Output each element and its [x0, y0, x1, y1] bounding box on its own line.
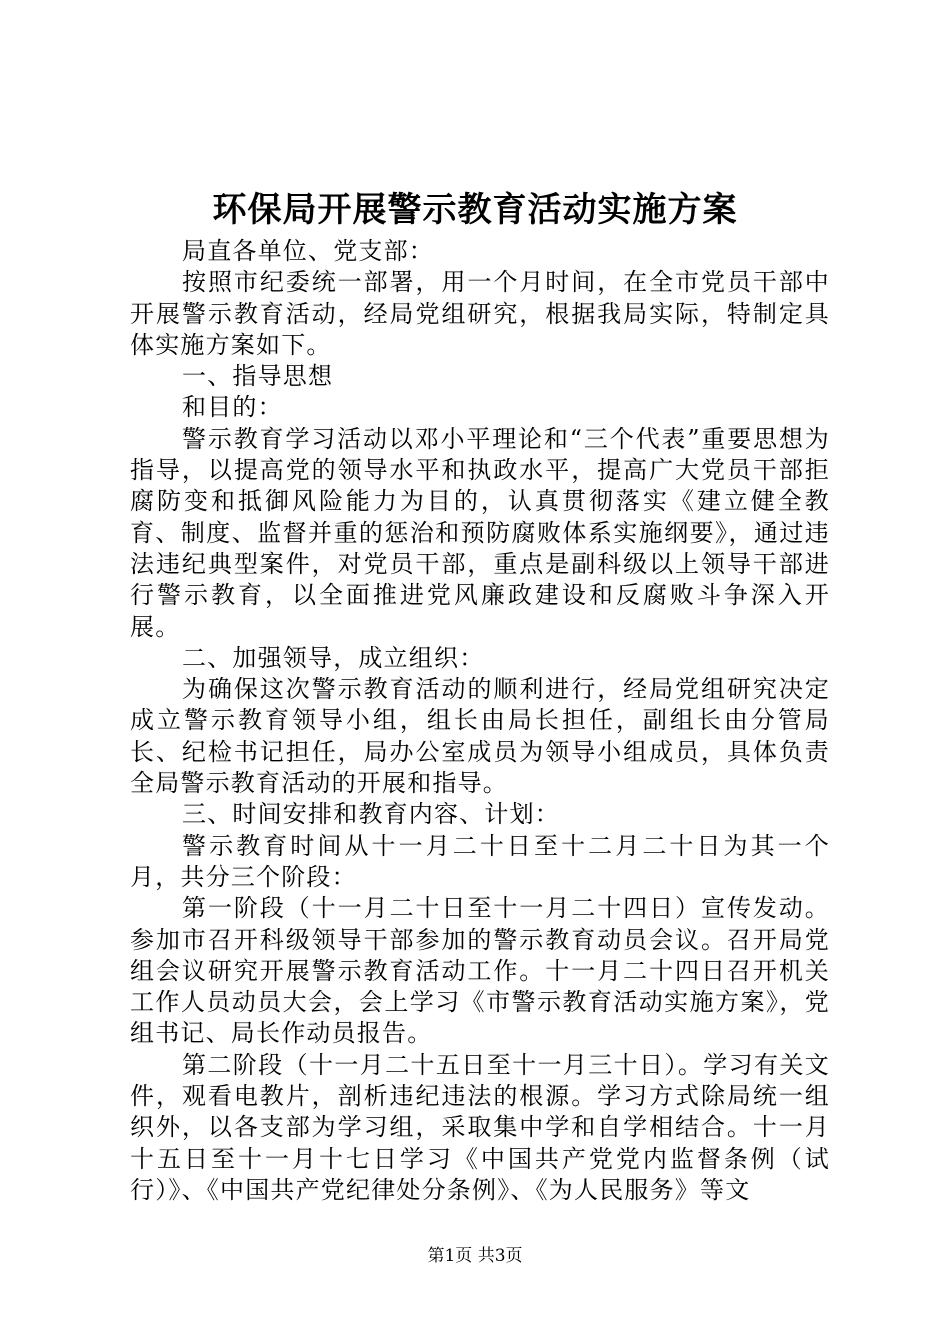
section-heading-3: 三、时间安排和教育内容、计划：: [182, 800, 560, 829]
document-title: 环保局开展警示教育活动实施方案: [212, 190, 738, 230]
paragraph-phase-1: 第一阶段（十一月二十日至十一月二十四日）宣传发动。参加市召开科级领导干部参加的警示教育动员会议。召开局党组会议研究开展警示教育活动工作。十一月二十四日召开机关工作人员动员大会，会上学习《市警示教育活动实施方案》，党组书记、局长作动员报告。: [130, 894, 830, 1048]
paragraph-guiding-thought: 警示教育学习活动以邓小平理论和“三个代表”重要思想为指导，以提高党的领导水平和执政水平，提高广大党员干部拒腐防变和抵御风险能力为目的，认真贯彻落实《建立健全教育、制度、监督并重的惩治和预防腐败体系实施纲要》，通过违法违纪典型案件，对党员干部，重点是副科级以上领导干部进行警示教育，以全面推进党风廉政建设和反腐败斗争深入开展。: [130, 424, 830, 641]
paragraph-intro: 按照市纪委统一部署，用一个月时间，在全市党员干部中开展警示教育活动，经局党组研究，根据我局实际，特制定具体实施方案如下。: [130, 268, 830, 359]
section-heading-1: 一、指导思想: [182, 362, 334, 391]
document-body: [130, 236, 830, 1206]
section-heading-1-cont: 和目的：: [182, 393, 283, 422]
paragraph-schedule: 警示教育时间从十一月二十日至十二月二十日为其一个月，共分三个阶段：: [130, 831, 830, 891]
section-heading-2: 二、加强领导，成立组织：: [182, 643, 485, 672]
page-footer: 第1页 共3页: [427, 1246, 523, 1266]
paragraph-leadership: 为确保这次警示教育活动的顺利进行，经局党组研究决定成立警示教育领导小组，组长由局长担任，副组长由分管局长、纪检书记担任，局办公室成员为领导小组成员，具体负责全局警示教育活动的开展和指导。: [130, 675, 830, 798]
paragraph-phase-2: 第二阶段（十一月二十五日至十一月三十日）。学习有关文件，观看电教片，剖析违纪违法的根源。学习方式除局统一组织外，以各支部为学习组，采取集中学和自学相结合。十一月十五日至十一月十七日学习《中国共产党党内监督条例（试行）》、《中国共产党纪律处分条例》、《为人民服务》等文: [130, 1050, 830, 1204]
paragraph-salutation: 局直各单位、党支部：: [182, 237, 434, 265]
